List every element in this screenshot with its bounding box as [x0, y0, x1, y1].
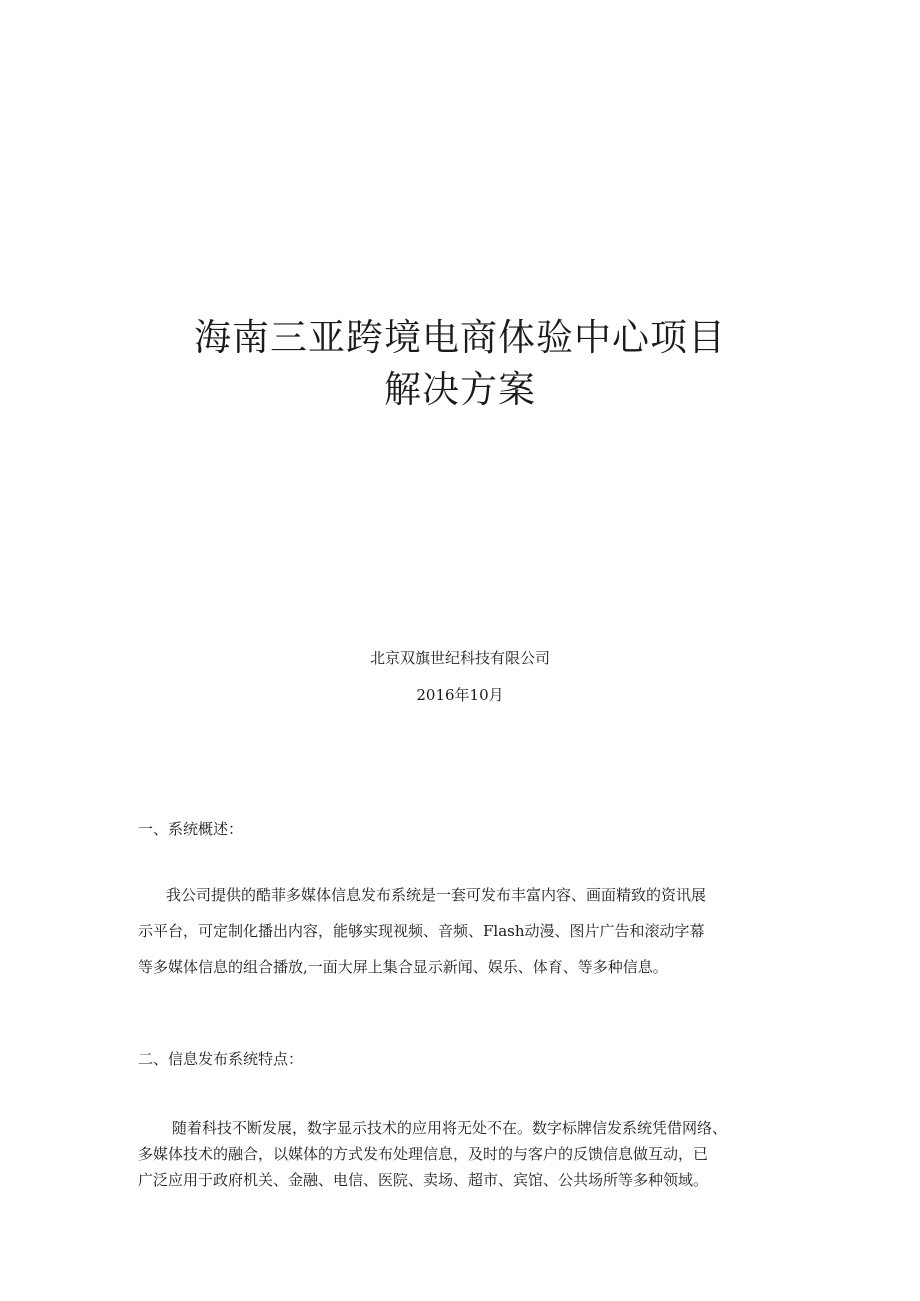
section-heading-overview: 一、系统概述： — [138, 820, 244, 838]
paragraph-line: 我公司提供的酷菲多媒体信息发布系统是一套可发布丰富内容、画面精致的资讯展 — [166, 886, 707, 904]
section-paragraph-features — [138, 1115, 788, 1193]
section-paragraph-overview — [138, 877, 788, 985]
paragraph-line: 多媒体技术的融合，以媒体的方式发布处理信息，及时的与客户的反馈信息做互动，已 — [138, 1145, 709, 1163]
document-date: 2016年10月 — [416, 686, 504, 704]
paragraph-line: 等多媒体信息的组合播放,一面大屏上集合显示新闻、娱乐、体育、等多种信息。 — [138, 958, 668, 976]
paragraph-line: 广泛应用于政府机关、金融、电信、医院、卖场、超市、宾馆、公共场所等多种领域。 — [138, 1171, 709, 1189]
paragraph-line: 随着科技不断发展，数字显示技术的应用将无处不在。数字标牌信发系统凭借网络、 — [172, 1119, 728, 1137]
company-name: 北京双旗世纪科技有限公司 — [369, 649, 550, 667]
document-title-line1: 海南三亚跨境电商体验中心项目 — [194, 316, 726, 359]
paragraph-line: 示平台，可定制化播出内容，能够实现视频、音频、Flash动漫、图片广告和滚动字幕 — [138, 922, 705, 940]
document-title-line2: 解决方案 — [384, 368, 536, 411]
section-heading-features: 二、信息发布系统特点： — [138, 1050, 304, 1068]
